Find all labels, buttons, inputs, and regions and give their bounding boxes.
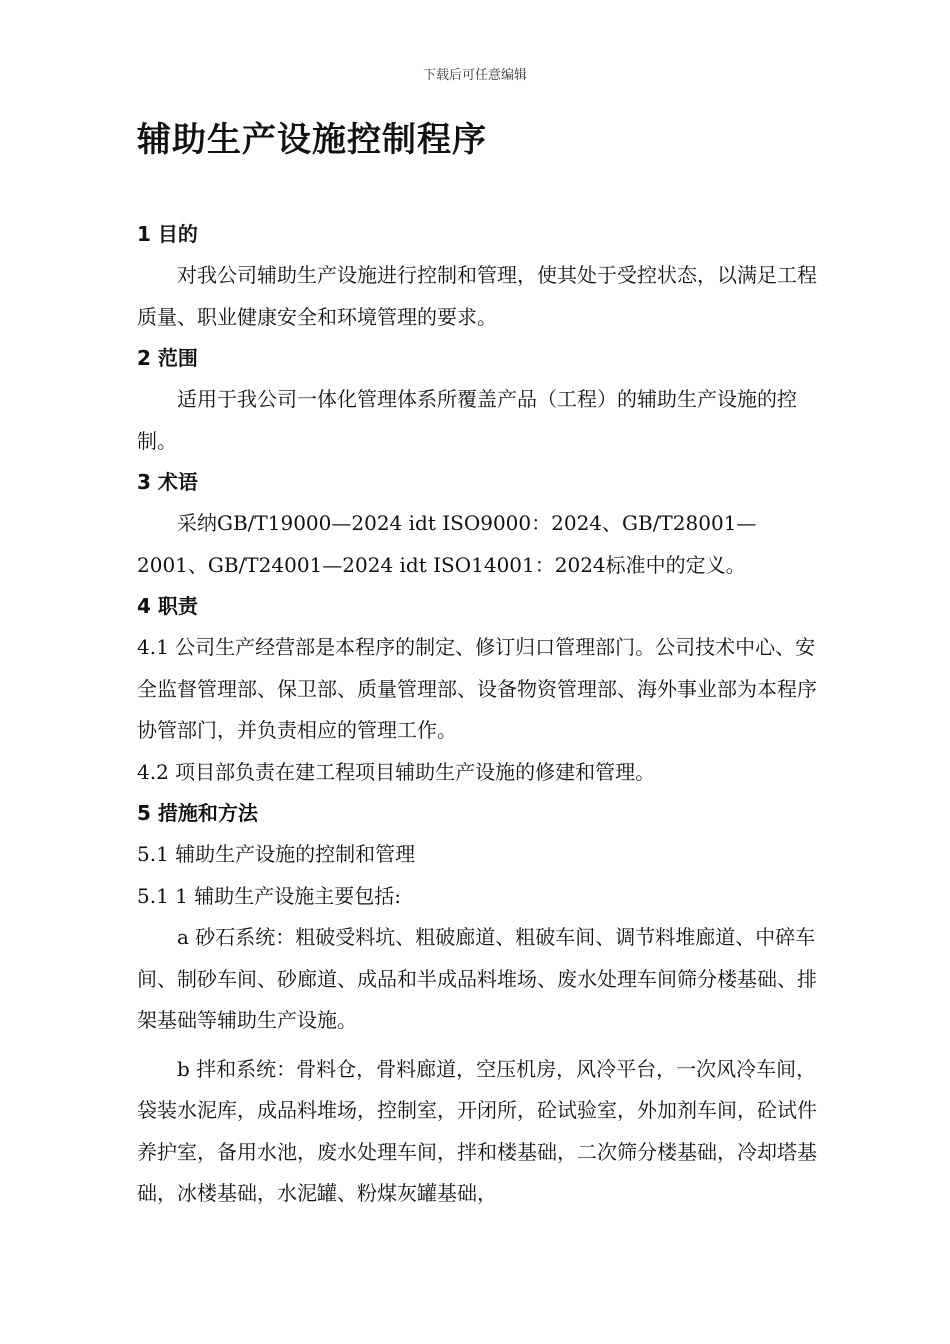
paragraph-purpose: 对我公司辅助生产设施进行控制和管理，使其处于受控状态，以满足工程质量、职业健康安全和环境管理的要求。	[137, 263, 817, 329]
section-heading-terms: 3 术语	[137, 470, 198, 494]
paragraph-responsibility-4-1: 4.1 公司生产经营部是本程序的制定、修订归口管理部门。公司技术中心、安全监督管理部、保卫部、质量管理部、设备物资管理部、海外事业部为本程序协管部门，并负责相应的管理工作。	[137, 635, 817, 742]
document-title: 辅助生产设施控制程序	[137, 120, 487, 160]
document-body	[137, 214, 827, 1215]
section-heading-scope: 2 范围	[137, 346, 198, 370]
paragraph-scope: 适用于我公司一体化管理体系所覆盖产品（工程）的辅助生产设施的控制。	[137, 387, 797, 453]
section-heading-responsibilities: 4 职责	[137, 594, 198, 618]
paragraph-responsibility-4-2: 4.2 项目部负责在建工程项目辅助生产设施的修建和管理。	[137, 759, 656, 784]
paragraph-item-a: a 砂石系统：粗破受料坑、粗破廊道、粗破车间、调节料堆廊道、中碎车间、制砂车间、砂廊道、成品和半成品料堆场、废水处理车间筛分楼基础、排架基础等辅助生产设施。	[137, 925, 817, 1032]
section-heading-purpose: 1 目的	[137, 222, 198, 246]
paragraph-item-b: b 拌和系统：骨料仓，骨料廊道，空压机房，风冷平台，一次风冷车间，袋装水泥库，成品料堆场，控制室，开闭所，砼试验室，外加剂车间，砼试件养护室，备用水池，废水处理车间，拌和楼基础，二次筛分楼基础，冷却塔基础，冰楼基础，水泥罐、粉煤灰罐基础，	[137, 1056, 817, 1205]
paragraph-5-1-1: 5.1 1 辅助生产设施主要包括:	[137, 883, 401, 908]
page-header: 下载后可任意编辑	[422, 68, 527, 83]
paragraph-terms: 采纳GB/T19000—2024 idt ISO9000：2024、GB/T28001—2001、GB/T24001—2024 idt ISO14001：2024标准中的定义。	[137, 511, 757, 577]
paragraph-5-1: 5.1 辅助生产设施的控制和管理	[137, 842, 416, 866]
section-heading-measures: 5 措施和方法	[137, 801, 258, 825]
